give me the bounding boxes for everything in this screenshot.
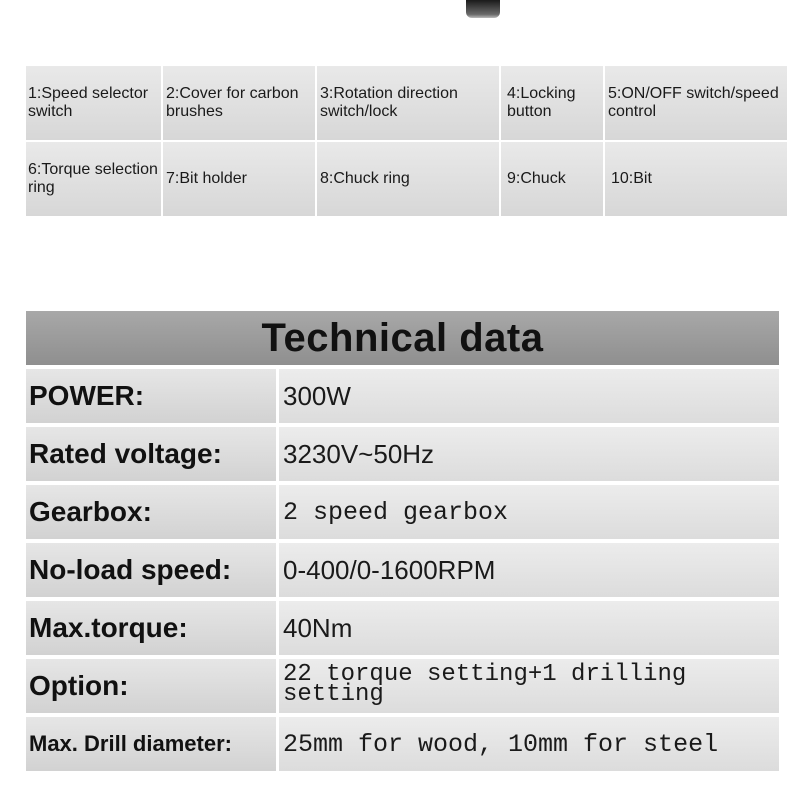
tech-row-no-load-speed [26,543,779,597]
part-6-torque-ring: 6:Torque selection ring [26,142,161,216]
part-3-rotation-switch: 3:Rotation direction switch/lock [317,66,499,140]
tech-value: 300W [279,369,779,423]
top-tab-decoration [466,0,500,18]
tech-row-max-torque [26,601,779,655]
tech-label: Rated voltage: [26,427,276,481]
technical-data-title: Technical data [26,311,779,365]
tech-label: Max. Drill diameter: [26,717,276,771]
tech-label: POWER: [26,369,276,423]
part-7-bit-holder: 7:Bit holder [163,142,315,216]
tech-value: 40Nm [279,601,779,655]
part-2-carbon-brush-cover: 2:Cover for carbon brushes [163,66,315,140]
tech-value: 25mm for wood, 10mm for steel [279,717,779,771]
tech-label: Option: [26,659,276,713]
tech-row-gearbox [26,485,779,539]
tech-value: 2 speed gearbox [279,485,779,539]
tech-value: 3230V~50Hz [279,427,779,481]
part-5-on-off-switch: 5:ON/OFF switch/speed control [605,66,787,140]
part-10-bit: 10:Bit [605,142,787,216]
part-4-locking-button: 4:Locking button [501,66,603,140]
tech-value: 22 torque setting+1 drilling setting [279,659,779,713]
tech-row-rated-voltage [26,427,779,481]
tech-label: Max.torque: [26,601,276,655]
part-8-chuck-ring: 8:Chuck ring [317,142,499,216]
tech-label: No-load speed: [26,543,276,597]
tech-row-option [26,659,779,713]
technical-data-table [26,311,779,771]
tech-row-max-drill-diameter [26,717,779,771]
part-1-speed-selector: 1:Speed selector switch [26,66,161,140]
tech-label: Gearbox: [26,485,276,539]
parts-legend-grid [26,66,779,216]
tech-value: 0-400/0-1600RPM [279,543,779,597]
part-9-chuck: 9:Chuck [501,142,603,216]
tech-row-power [26,369,779,423]
